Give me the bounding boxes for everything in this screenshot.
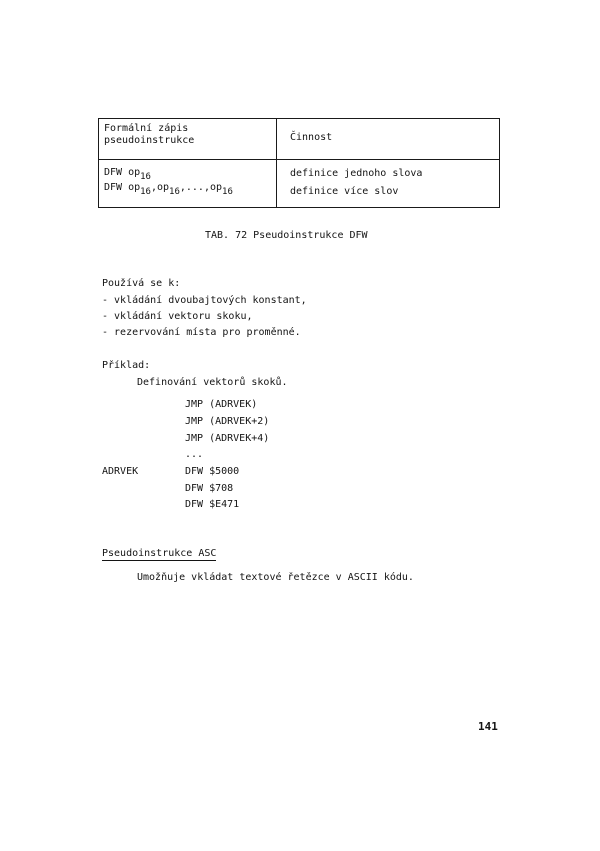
usage-intro: Používá se k: — [102, 278, 181, 289]
syntax-text: ,...,op — [179, 182, 223, 193]
syntax-subscript: 16 — [222, 187, 233, 197]
header-cell-activity — [277, 119, 500, 160]
syntax-text: DFW op — [104, 182, 141, 193]
page-number: 141 — [478, 720, 498, 733]
usage-item: - vkládání dvoubajtových konstant, — [102, 295, 307, 306]
table-body-row — [99, 160, 500, 208]
syntax-subscript: 16 — [140, 172, 151, 182]
example-heading: Příklad: — [102, 360, 151, 371]
syntax-subscript: 16 — [169, 187, 180, 197]
code-line: JMP (ADRVEK+4) — [185, 433, 270, 444]
syntax-text: ,op — [150, 182, 170, 193]
table-caption: TAB. 72 Pseudoinstrukce DFW — [205, 230, 368, 241]
section-text: Umožňuje vkládat textové řetězce v ASCII kódu. — [137, 572, 414, 583]
code-label: ADRVEK — [102, 466, 139, 477]
pseudoinstruction-table — [98, 118, 500, 208]
code-line: DFW $E471 — [185, 499, 240, 510]
description-multiple: definice více slov — [290, 186, 399, 197]
syntax-text: DFW op — [104, 167, 141, 178]
syntax-subscript: 16 — [140, 187, 151, 197]
header-formal-line2: pseudoinstrukce — [104, 135, 195, 146]
usage-item: - vkládání vektoru skoku, — [102, 311, 253, 322]
code-line: DFW $5000 — [185, 466, 240, 477]
code-line: JMP (ADRVEK+2) — [185, 416, 270, 427]
header-activity-label: Činnost — [290, 132, 333, 143]
code-line: JMP (ADRVEK) — [185, 399, 258, 410]
header-cell-formal — [99, 119, 277, 160]
description-cell — [277, 160, 500, 208]
syntax-line-multiple — [104, 180, 276, 195]
table-header-row — [99, 119, 500, 160]
section-heading: Pseudoinstrukce ASC — [102, 548, 217, 559]
code-line: ... — [185, 449, 204, 460]
syntax-line-single — [104, 165, 276, 180]
usage-item: - rezervování místa pro proměnné. — [102, 327, 301, 338]
example-description: Definování vektorů skoků. — [137, 377, 288, 388]
syntax-cell — [99, 160, 277, 208]
description-single: definice jednoho slova — [290, 168, 423, 179]
header-formal-line1: Formální zápis — [104, 123, 189, 134]
code-line: DFW $708 — [185, 483, 234, 494]
